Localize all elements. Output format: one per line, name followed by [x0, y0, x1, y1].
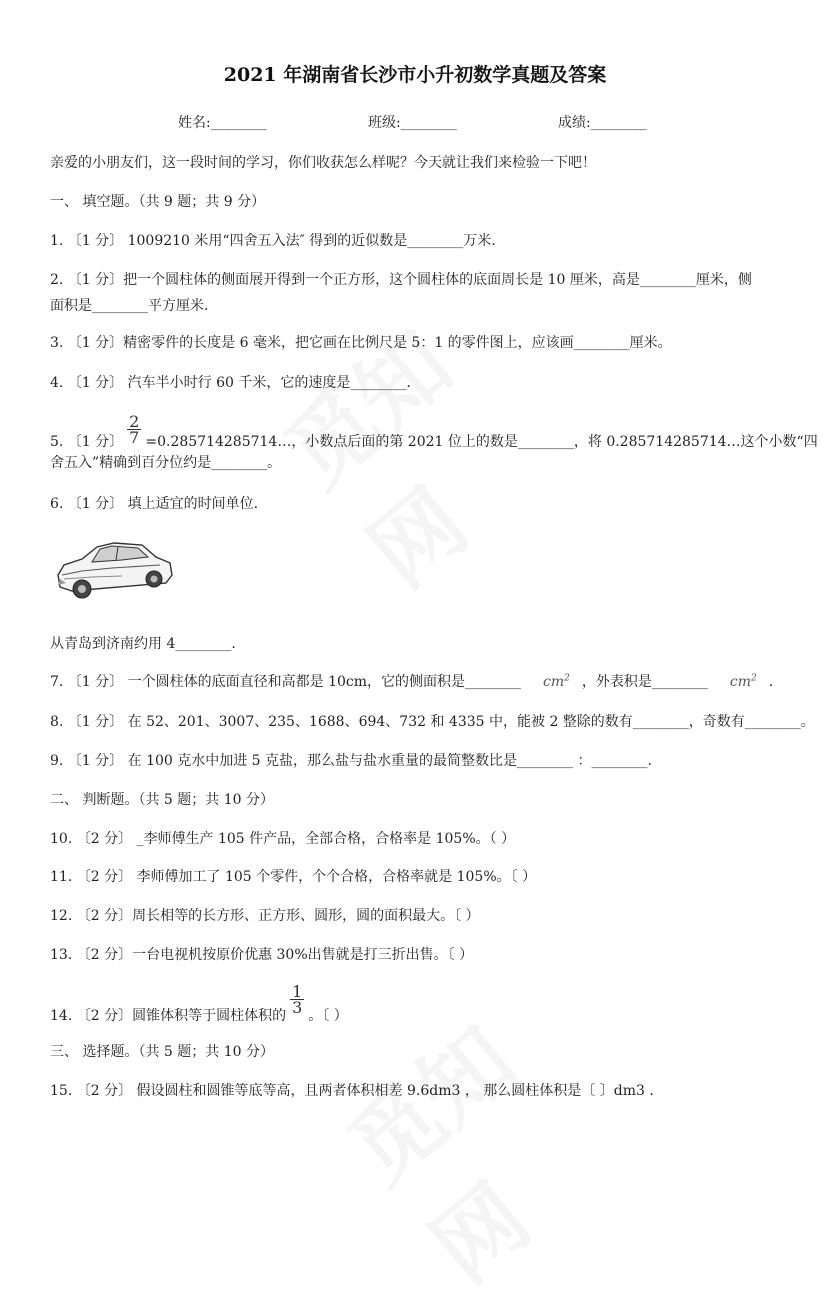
fraction-two-sevenths: $\frac{2}{7}$	[129, 412, 140, 447]
unit-cm2-2: $cm^2$	[729, 673, 757, 690]
q7-text1: 7. 〔1 分〕 一个圆柱体的底面直径和高都是 10cm，它的侧面积是________	[50, 674, 521, 690]
question-5-line2: 舍五入”精确到百分位约是________。	[50, 455, 282, 471]
intro-text: 亲爱的小朋友们，这一段时间的学习，你们收获怎么样呢？今天就让我们来检验一下吧！	[50, 155, 596, 171]
question-12: 12. 〔2 分〕周长相等的长方形、正方形、圆形，圆的面积最大。〔 ）	[50, 908, 480, 924]
fraction-one-third: $\frac{1}{3}$	[292, 982, 303, 1017]
q7-text2: ，外表积是________	[581, 674, 708, 690]
score-field: 成绩:________	[558, 115, 647, 131]
q14-prefix: 14. 〔2 分〕圆锥体积等于圆柱体积的	[50, 1007, 287, 1024]
question-13: 13. 〔2 分〕一台电视机按原价优惠 30%出售就是打三折出售。〔 ）	[50, 947, 474, 963]
question-7	[50, 671, 790, 691]
question-4: 4. 〔1 分〕 汽车半小时行 60 千米，它的速度是________.	[50, 375, 411, 391]
question-2-line2: 面积是________平方厘米.	[50, 298, 209, 314]
section-2-heading: 二、 判断题。（共 5 题；共 10 分）	[50, 792, 274, 808]
question-10: 10. 〔2 分〕 _李师傅生产 105 件产品，全部合格，合格率是 105%。（ ）	[50, 831, 516, 847]
question-14	[50, 982, 790, 1024]
question-1: 1. 〔1 分〕 1009210 米用“四舍五入法″ 得到的近似数是________万米.	[50, 233, 496, 249]
class-field: 班级:________	[368, 115, 457, 131]
question-5-line1	[50, 412, 818, 450]
q14-suffix: 。〔 ）	[308, 1007, 348, 1024]
q5-rest: =0.285714285714…，小数点后面的第 2021 位上的数是________，将 0.285714285714…这个小数“四	[145, 433, 818, 450]
name-field: 姓名:________	[178, 115, 267, 131]
question-3: 3. 〔1 分〕精密零件的长度是 6 毫米，把它画在比例尺是 5：1 的零件图上，应该画________厘米。	[50, 335, 672, 351]
q7-end: .	[768, 674, 774, 690]
question-9: 9. 〔1 分〕 在 100 克水中加进 5 克盐，那么盐与盐水重量的最简整数比是________ ：________.	[50, 753, 652, 769]
page-title: 2021 年湖南省长沙市小升初数学真题及答案	[223, 64, 607, 86]
section-1-heading: 一、 填空题。（共 9 题；共 9 分）	[50, 194, 266, 210]
car-illustration	[52, 535, 177, 607]
question-6: 6. 〔1 分〕 填上适宜的时间单位.	[50, 496, 259, 512]
question-11: 11. 〔2 分〕 李师傅加工了 105 个零件，个个合格，合格率就是 105%。〔 ）	[50, 869, 537, 885]
question-6-answer: 从青岛到济南约用 4________.	[50, 636, 236, 652]
q5-prefix: 5. 〔1 分〕	[50, 433, 124, 450]
section-3-heading: 三、 选择题。（共 5 题；共 10 分）	[50, 1044, 274, 1060]
unit-cm2-1: $cm^2$	[543, 673, 570, 690]
question-15: 15. 〔2 分〕 假设圆柱和圆锥等底等高，且两者体积相差 9.6dm3 ， 那么圆柱体积是〔 〕dm3 .	[50, 1083, 654, 1099]
question-2-line1: 2. 〔1 分〕把一个圆柱体的侧面展开得到一个正方形，这个圆柱体的底面周长是 10 厘米，高是________厘米，侧	[50, 272, 752, 288]
question-8: 8. 〔1 分〕 在 52、201、3007、235、1688、694、732 和 4335 中，能被 2 整除的数有________，奇数有________。	[50, 714, 815, 730]
